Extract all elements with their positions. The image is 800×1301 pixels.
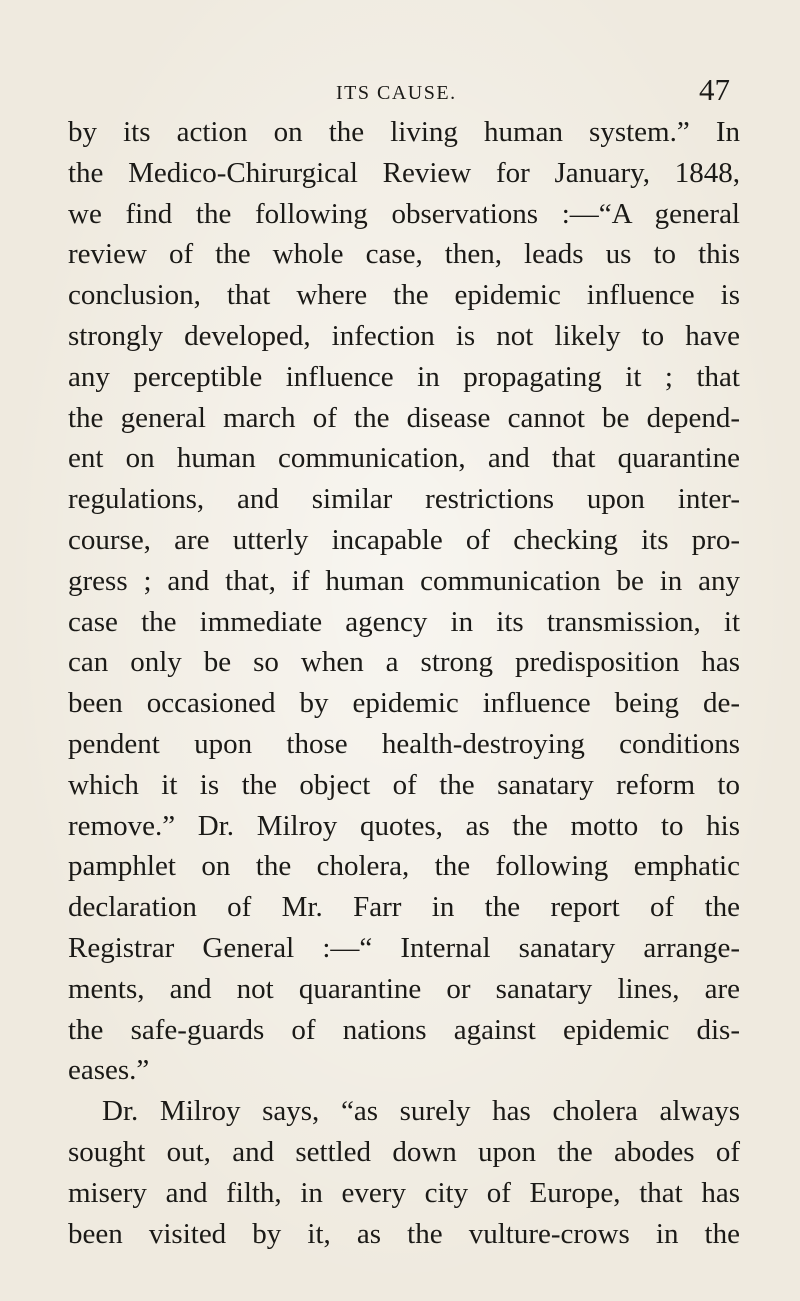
text-line: the safe-guards of nations against epidemic dis-	[68, 1013, 740, 1046]
text-line: can only be so when a strong predisposition has	[68, 646, 740, 679]
text-line: any perceptible influence in propagating it ; that	[68, 360, 740, 393]
text-line: ments, and not quarantine or sanatary lines, are	[68, 972, 740, 1005]
text-line: pendent upon those health-destroying conditions	[68, 727, 740, 760]
text-line: we find the following observations :—“A general	[68, 197, 740, 230]
body-text	[68, 112, 740, 1254]
text-line: case the immediate agency in its transmission, it	[68, 605, 740, 638]
running-head: ITS CAUSE.	[336, 82, 457, 104]
text-line: Dr. Milroy says, “as surely has cholera always	[102, 1095, 740, 1128]
text-line: regulations, and similar restrictions upon inter-	[68, 483, 740, 516]
text-line: been occasioned by epidemic influence being de-	[68, 687, 740, 720]
text-line: Registrar General :—“ Internal sanatary arrange-	[68, 931, 740, 964]
text-line: course, are utterly incapable of checking its pro-	[68, 523, 740, 556]
text-line: remove.” Dr. Milroy quotes, as the motto to his	[68, 809, 740, 842]
page-header	[0, 68, 800, 108]
text-line: sought out, and settled down upon the abodes of	[68, 1135, 740, 1168]
text-line: by its action on the living human system.” In	[68, 116, 740, 148]
text-line: which it is the object of the sanatary reform to	[68, 768, 740, 801]
text-line: eases.”	[68, 1054, 150, 1087]
text-line: strongly developed, infection is not likely to have	[68, 319, 740, 352]
text-line: gress ; and that, if human communication be in any	[68, 564, 740, 597]
text-line: conclusion, that where the epidemic influence is	[68, 279, 740, 312]
text-line: review of the whole case, then, leads us to this	[68, 238, 740, 271]
text-line: declaration of Mr. Farr in the report of the	[68, 891, 740, 924]
text-line: ent on human communication, and that quarantine	[68, 442, 740, 475]
text-line: misery and filth, in every city of Europe, that has	[68, 1176, 740, 1209]
text-line: been visited by it, as the vulture-crows in the	[68, 1217, 740, 1250]
text-line: pamphlet on the cholera, the following emphatic	[68, 850, 740, 883]
text-line: the Medico-Chirurgical Review for January, 1848,	[68, 156, 740, 189]
page-number: 47	[699, 72, 730, 107]
text-line: the general march of the disease cannot be depend-	[68, 401, 740, 434]
